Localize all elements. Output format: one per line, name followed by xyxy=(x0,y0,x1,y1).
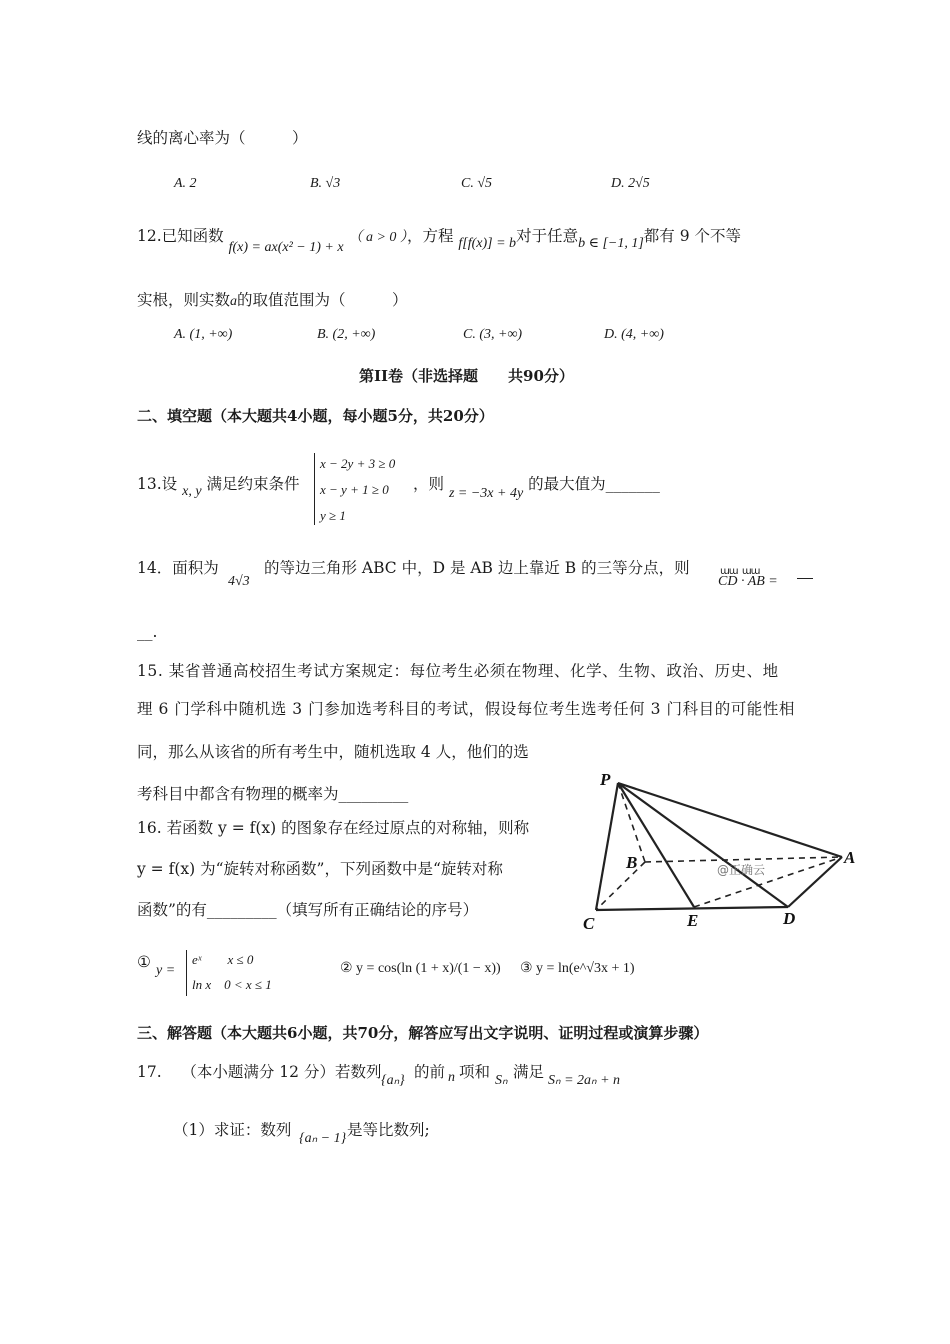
q16-line-1: 16. 若函数 y = f(x) 的图象存在经过原点的对称轴，则称 xyxy=(137,819,530,837)
q12-range: b ∈ [−1, 1] xyxy=(578,236,644,251)
q16-option2: ② y = cos(ln (1 + x)/(1 − x)) xyxy=(340,961,501,976)
part2-title: 第II卷（非选择题 共90分） xyxy=(359,367,574,385)
q13-constraint-1: x − 2y + 3 ≥ 0 xyxy=(320,456,396,471)
q17-part1 xyxy=(173,1120,291,1140)
q12-option-a: A. (1, +∞) xyxy=(174,327,233,342)
q17-part1-sequence: {aₙ − 1} xyxy=(299,1131,347,1146)
q13-num: 13. xyxy=(137,475,162,493)
edge-pe xyxy=(618,783,694,907)
q12-line2-tail: 的取值范围为（ ） xyxy=(237,291,408,309)
q12-line2-text: 实根，则实数 xyxy=(137,291,231,309)
q13-line-tail xyxy=(413,474,660,501)
q12-text4: 都有 9 个不等 xyxy=(643,227,742,245)
q15-line-4: 考科目中都含有物理的概率为_________ xyxy=(137,785,409,803)
q14-line xyxy=(137,558,219,578)
edge-pd xyxy=(618,783,788,907)
label-a: A xyxy=(844,848,856,867)
q14-answer-blank xyxy=(797,578,813,579)
q12-line1 xyxy=(137,226,742,255)
label-b: B xyxy=(626,853,638,872)
q11-option-a: A. 2 xyxy=(174,176,197,191)
q17-sn: Sₙ xyxy=(495,1073,508,1088)
q17-part1-text: （1）求证：数列 xyxy=(173,1121,292,1139)
q15-line-1: 15. 某省普通高校招生考试方案规定：每位考生必须在物理、化学、生物、政治、历史、地 xyxy=(137,662,779,680)
q11-tail-text: 线的离心率为（ ） xyxy=(137,129,308,147)
q14-blank-tail: __. xyxy=(137,623,158,641)
q14-vector-arrows: ɯɯ ɯɯ xyxy=(720,566,760,577)
q17-text3: 项和 xyxy=(459,1063,491,1081)
q14-area: 4√3 xyxy=(228,574,250,589)
q16-line-2: y = f(x) 为“旋转对称函数”，下列函数中是“旋转对称 xyxy=(137,860,503,878)
q13-text2: 满足约束条件 xyxy=(206,475,300,493)
q17-text1: （本小题满分 12 分）若数列 xyxy=(181,1063,382,1081)
q12-text1: 已知函数 xyxy=(161,227,224,245)
q13-objective: z = −3x + 4y xyxy=(448,486,524,501)
q12-var-a: a xyxy=(230,294,238,309)
q11-option-c: C. √5 xyxy=(461,176,493,191)
q12-condition: （ a > 0 ） xyxy=(348,230,407,245)
q17-line xyxy=(137,1062,381,1082)
q12-line2 xyxy=(137,290,408,312)
q12-option-d: D. (4, +∞) xyxy=(604,327,664,342)
section3-heading: 三、解答题（本大题共6小题，共70分，解答应写出文字说明、证明过程或演算步骤） xyxy=(137,1024,709,1042)
q12-function: f(x) = ax(x² − 1) + x xyxy=(228,240,344,255)
q14-num: 14． xyxy=(137,559,173,577)
q16-option1-y: y = xyxy=(156,963,176,978)
q12-option-b: B. (2, +∞) xyxy=(317,327,376,342)
q11-option-d: D. 2√5 xyxy=(611,176,650,191)
edge-da xyxy=(788,857,842,907)
label-c: C xyxy=(583,914,595,933)
q14-text2: 的等边三角形 ABC 中，D 是 AB 边上靠近 B 的三等分点，则 xyxy=(264,559,690,577)
q17-equation: Sₙ = 2aₙ + n xyxy=(548,1073,621,1088)
edge-pa xyxy=(618,783,842,857)
q17-num: 17. xyxy=(137,1063,162,1081)
q16-option1-label: ① xyxy=(137,953,151,971)
q17-text2: 的前 xyxy=(414,1063,446,1081)
q13-line xyxy=(137,474,300,499)
q15-line-3: 同，那么从该省的所有考生中，随机选取 4 人，他们的选 xyxy=(137,743,529,761)
q12-option-c: C. (3, +∞) xyxy=(463,327,523,342)
q12-text2: ，方程 xyxy=(406,227,454,245)
q14-dot-product: CD · AB = xyxy=(718,574,778,589)
q13-vars: x, y xyxy=(182,484,202,499)
label-p: P xyxy=(600,770,611,789)
q13-text4: 的最大值为_______ xyxy=(528,475,660,493)
q12-num: 12. xyxy=(137,227,162,245)
label-d: D xyxy=(783,909,796,928)
q16-option3: ③ y = ln(e^√3x + 1) xyxy=(520,961,635,976)
q11-option-b: B. √3 xyxy=(310,176,341,191)
watermark: @正确云 xyxy=(717,863,766,877)
q17-text4: 满足 xyxy=(513,1063,545,1081)
q12-text3: 对于任意 xyxy=(516,227,579,245)
edge-pc xyxy=(596,783,618,910)
q12-equation: f[f(x)] = b xyxy=(458,236,517,251)
q16-option1-brace xyxy=(186,950,187,996)
q16-line-3: 函数”的有_________（填写所有正确结论的序号） xyxy=(137,901,479,919)
q15-line-2: 理 6 门学科中随机选 3 门参加选考科目的考试，假设每位考生选考任何 3 门科目的可能性相 xyxy=(137,700,795,718)
q13-constraint-3: y ≥ 1 xyxy=(320,508,346,523)
label-e: E xyxy=(687,911,699,930)
q13-constraint-2: x − y + 1 ≥ 0 xyxy=(320,482,389,497)
q13-text1: 设 xyxy=(161,475,178,493)
q13-constraint-brace xyxy=(314,453,315,525)
q14-text1: 面积为 xyxy=(172,559,219,577)
edge-ba xyxy=(645,857,842,862)
q13-text3: ，则 xyxy=(413,475,445,493)
q17-sequence: {aₙ} xyxy=(381,1073,405,1088)
q17-n: n xyxy=(448,1070,455,1085)
q17-part1-tail: 是等比数列; xyxy=(347,1121,430,1139)
edge-cd xyxy=(596,907,788,910)
q16-option1-case2: ln x 0 < x ≤ 1 xyxy=(192,977,272,992)
pyramid-figure xyxy=(580,765,870,935)
section2-heading: 二、填空题（本大题共4小题，每小题5分，共20分） xyxy=(137,407,494,425)
q16-option1-case1: eˣ x ≤ 0 xyxy=(192,952,254,967)
